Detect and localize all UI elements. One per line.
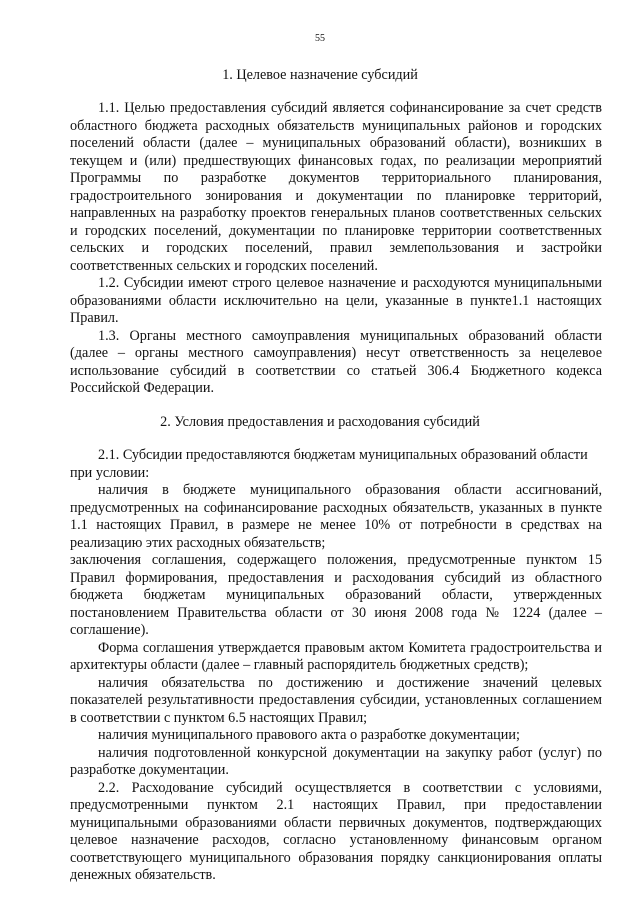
section-2-body [70,447,602,885]
condition-budget-allocations: наличия в бюджете муниципального образования области ассигнований, предусмотренных на софинансирование расходных обязательств, указанных в пункте 1.1 настоящих Правил, в размере не менее 10% от потребности в средствах на реализацию этих расходных обязательств; [70,482,602,551]
paragraph-1-3: 1.3. Органы местного самоуправления муниципальных образований области (далее – органы местного самоуправления) несут ответственность за нецелевое использование субсидий в соответствии со статьей 306.4 Бюджетного кодекса Российской Федерации. [70,327,602,396]
paragraph-2-1: 2.1. Субсидии предоставляются бюджетам муниципальных образований области [98,447,588,463]
page-number: 55 [315,33,325,44]
paragraph-2-1-continuation: при условии: [70,464,150,481]
condition-performance-indicators: наличия обязательства по достижению и достижение значений целевых показателей результативности предоставления субсидии, установленных соглашением в соответствии с пунктом 6.5 настоящих Правил; [70,674,602,726]
condition-municipal-act: наличия муниципального правового акта о разработке документации; [98,727,520,743]
section-1-heading: 1. Целевое назначение субсидий [222,67,418,83]
paragraph-1-1: 1.1. Целью предоставления субсидий является софинансирование за счет средств областного бюджета расходных обязательств муниципальных районов и городских поселений области (далее – муниципальных образований области), возникших в текущем и (или) предшествующих финансовых годах, по реализации мероприятий Программы по разработке документов территориального планирования, градостроительного зонирования и документации по планировке территорий, направленных на разработку проектов генеральных планов соответственных сельских и городских поселений, документации по планировке территории соответственных сельских и городских поселений, правил землепользования и застройки соответственных сельских и городских поселений. [70,100,602,274]
paragraph-1-2: 1.2. Субсидии имеют строго целевое назначение и расходуются муниципальными образованиями области исключительно на цели, указанные в пункте1.1 настоящих Правил. [70,275,602,326]
condition-agreement: заключения соглашения, содержащего положения, предусмотренные пунктом 15 Правил формирования, предоставления и расходования субсидий из областного бюджета бюджетам муниципальных образований области, утвержденных постановлением Правительства области от 30 июня 2008 года № 1224 (далее – соглашение). [70,552,602,638]
agreement-form-note: Форма соглашения утверждается правовым актом Комитета градостроительства и архитектуры области (далее – главный распорядитель бюджетных средств); [70,639,602,673]
condition-tender-documentation: наличия подготовленной конкурсной документации на закупку работ (услуг) по разработке документации. [70,744,602,778]
section-2-heading: 2. Условия предоставления и расходования субсидий [160,414,480,430]
section-1-body [70,100,602,398]
paragraph-2-2: 2.2. Расходование субсидий осуществляется в соответствии с условиями, предусмотренными пунктом 2.1 настоящих Правил, при предоставлении муниципальными образованиями области первичных документов, подтверждающих целевое назначение расходов, согласно установленному финансовым органом соответствующего муниципального образования порядку санкционирования оплаты денежных обязательств. [70,779,602,883]
